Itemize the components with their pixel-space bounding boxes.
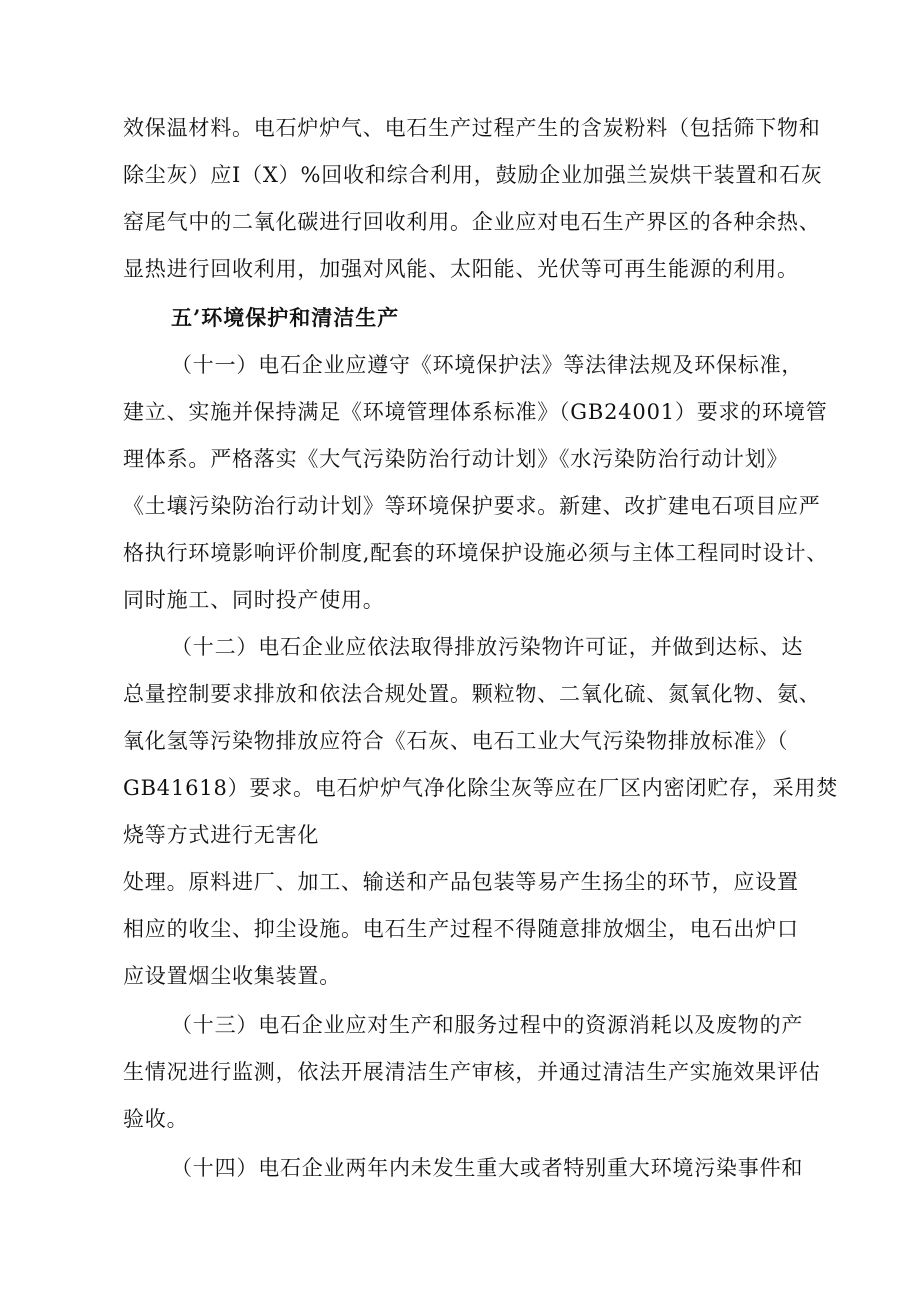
paragraph-line: 显热进行回收利用，加强对风能、太阳能、光伏等可再生能源的利用。 xyxy=(123,257,799,281)
paragraph-line: GB41618）要求。电石炉炉气净化除尘灰等应在厂区内密闭贮存，采用焚 xyxy=(123,776,839,800)
paragraph-line: 《土壤污染防治行动计划》等环境保护要求。新建、改扩建电石项目应严 xyxy=(123,494,821,518)
paragraph-line: 窑尾气中的二氧化碳进行回收利用。企业应对电石生产界区的各种余热、 xyxy=(123,210,821,234)
paragraph-line: 同时施工、同时投产使用。 xyxy=(123,588,385,612)
paragraph-line: 验收。 xyxy=(123,1107,189,1131)
paragraph-line: 总量控制要求排放和依法合规处置。颗粒物、二氧化硫、氮氧化物、氨、 xyxy=(123,682,821,706)
paragraph-line: 建立、实施并保持满足《环境管理体系标准》（GB24001）要求的环境管 xyxy=(123,400,828,424)
paragraph-line: 处理。原料进厂、加工、输送和产品包装等易产生扬尘的环节，应设置 xyxy=(123,870,799,894)
paragraph-line: 烧等方式进行无害化 xyxy=(123,823,320,847)
paragraph-line: 相应的收尘、抑尘设施。电石生产过程不得随意排放烟尘，电石出炉口 xyxy=(123,917,799,941)
paragraph-line: （十四）电石企业两年内未发生重大或者特别重大环境污染事件和 xyxy=(171,1156,804,1180)
paragraph-line: 效保温材料。电石炉炉气、电石生产过程产生的含炭粉料（包括筛下物和 xyxy=(123,116,821,140)
section-heading: 五’环境保护和清洁生产 xyxy=(171,305,400,330)
paragraph-line: 格执行环境影响评价制度,配套的环境保护设施必须与主体工程同时设计、 xyxy=(123,541,829,565)
paragraph-line: 生情况进行监测，依法开展清洁生产审核，并通过清洁生产实施效果评估 xyxy=(123,1060,821,1084)
paragraph-line: （十三）电石企业应对生产和服务过程中的资源消耗以及废物的产 xyxy=(171,1013,804,1037)
paragraph-line: 除尘灰）应I（X）%回收和综合利用，鼓励企业加强兰炭烘干装置和石灰 xyxy=(123,163,823,187)
paragraph-line: 理体系。严格落实《大气污染防治行动计划》《水污染防治行动计划》 xyxy=(123,447,789,471)
paragraph-line: （十一）电石企业应遵守《环境保护法》等法律法规及环保标准， xyxy=(171,353,804,377)
paragraph-line: 氧化氢等污染物排放应符合《石灰、电石工业大气污染物排放标准》（ xyxy=(123,729,789,753)
paragraph-line: 应设置烟尘收集装置。 xyxy=(123,964,341,988)
paragraph-line: （十二）电石企业应依法取得排放污染物许可证，并做到达标、达 xyxy=(171,635,804,659)
